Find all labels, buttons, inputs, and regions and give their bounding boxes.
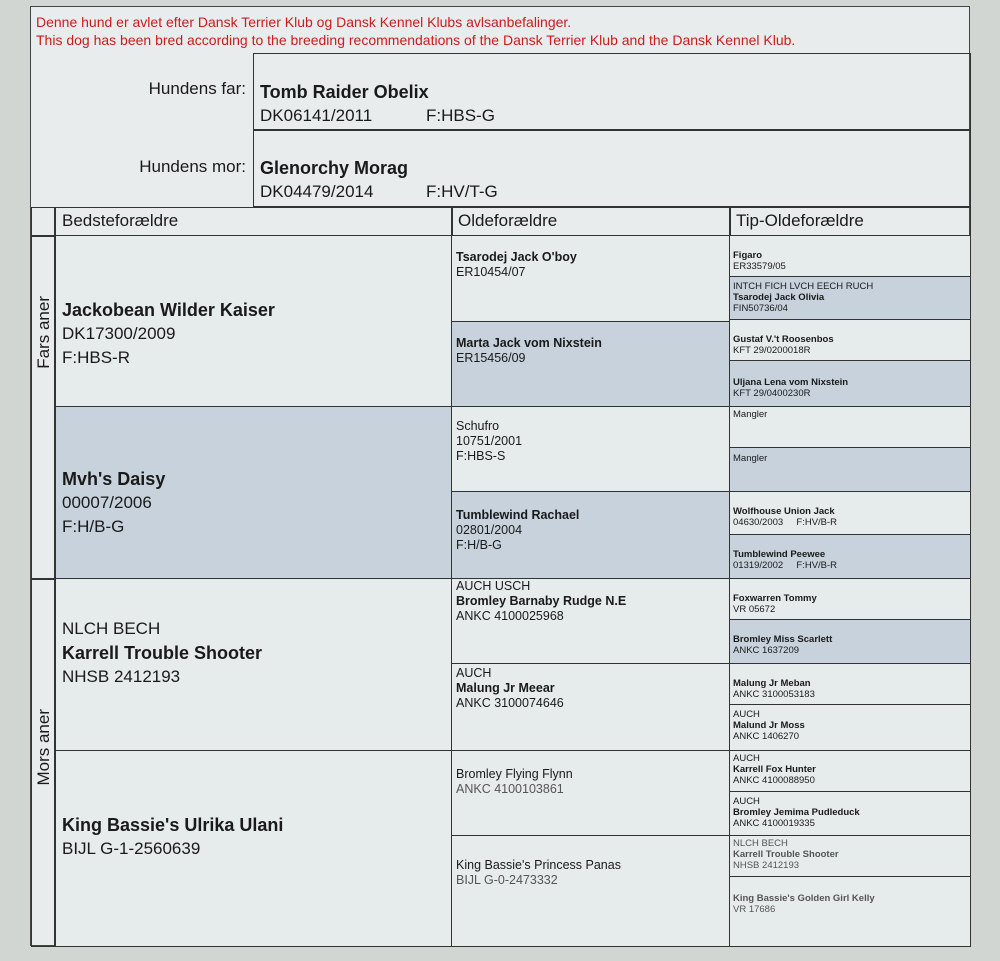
great-grandparent-reg: ANKC 4100025968 xyxy=(456,609,564,623)
great-great-grandparent-15: NLCH BECH Karrell Trouble Shooter NHSB 2412193 xyxy=(729,835,971,878)
sire-hd: F:HBS-G xyxy=(426,106,495,125)
great-grandparent-reg: ER15456/09 xyxy=(456,351,526,365)
grandparent-hd: F:HBS-R xyxy=(62,348,130,367)
great-great-grandparent-3: Gustaf V.'t Roosenbos KFT 29/0200018R xyxy=(729,319,971,362)
dam-reg: DK04479/2014 xyxy=(260,182,374,201)
header-great-grandparents: Oldeforældre xyxy=(451,207,731,237)
great-grandparent-name: Marta Jack vom Nixstein xyxy=(456,336,602,350)
grandparent-3 xyxy=(55,578,453,752)
great-grandparent-8 xyxy=(451,835,731,947)
great-grandparent-2 xyxy=(451,321,731,408)
great-grandparent-hd: F:H/B-G xyxy=(456,538,502,552)
grandparent-reg: NHSB 2412193 xyxy=(62,667,181,686)
great-great-grandparent-2: INTCH FICH LVCH EECH RUCH Tsarodej Jack Olivia FIN50736/04 xyxy=(729,276,971,321)
great-grandparent-6 xyxy=(451,663,731,752)
sire-box xyxy=(253,53,971,131)
great-grandparent-name: Malung Jr Meear xyxy=(456,681,555,695)
great-great-grandparent-1: Figaro ER33579/05 xyxy=(729,235,971,278)
great-grandparent-4 xyxy=(451,491,731,580)
grandparent-name: Jackobean Wilder Kaiser xyxy=(62,300,275,320)
great-grandparent-reg: ANKC 4100103861 xyxy=(456,782,564,796)
sire-name: Tomb Raider Obelix xyxy=(260,82,429,102)
great-grandparent-name: Schufro xyxy=(456,419,500,433)
notice-danish: Denne hund er avlet efter Dansk Terrier Klub og Dansk Kennel Klubs avlsanbefalinger. xyxy=(36,14,572,30)
great-grandparent-name: Tsarodej Jack O'boy xyxy=(456,250,577,264)
notice-english: This dog has been bred according to the breeding recommendations of the Dansk Terrier Klub and the Dansk Kennel Klub. xyxy=(36,32,796,48)
great-grandparent-title: AUCH xyxy=(456,666,492,680)
dam-hd: F:HV/T-G xyxy=(426,182,498,201)
dam-box xyxy=(253,129,971,207)
grandparent-2 xyxy=(55,406,453,580)
great-great-grandparent-7: Wolfhouse Union Jack 04630/2003 F:HV/B-R xyxy=(729,491,971,536)
grandparent-name: Mvh's Daisy xyxy=(62,469,166,489)
great-grandparent-name: Bromley Flying Flynn xyxy=(456,767,573,781)
great-grandparent-5 xyxy=(451,578,731,665)
grandparent-hd: F:H/B-G xyxy=(62,517,125,536)
great-grandparent-name: Tumblewind Rachael xyxy=(456,508,580,522)
pedigree-sheet xyxy=(30,6,970,946)
great-grandparent-name: King Bassie's Princess Panas xyxy=(456,858,621,872)
great-great-grandparent-6: Mangler xyxy=(729,447,971,493)
sire-side-label: Fars aner xyxy=(34,296,53,369)
great-great-grandparent-5: Mangler xyxy=(729,406,971,449)
breeding-notice xyxy=(36,13,795,49)
great-grandparent-reg: ER10454/07 xyxy=(456,265,526,279)
great-grandparent-title: AUCH USCH xyxy=(456,579,531,593)
header-corner xyxy=(31,207,55,237)
great-grandparent-name: Bromley Barnaby Rudge N.E xyxy=(456,594,627,608)
great-great-grandparent-12: AUCH Malund Jr Moss ANKC 1406270 xyxy=(729,704,971,752)
great-grandparent-hd: F:HBS-S xyxy=(456,449,506,463)
sire-side-column xyxy=(31,235,55,580)
sire-reg: DK06141/2011 xyxy=(260,106,373,125)
great-great-grandparent-13: AUCH Karrell Fox Hunter ANKC 4100088950 xyxy=(729,750,971,793)
great-great-grandparent-14: AUCH Bromley Jemima Pudleduck ANKC 4100019335 xyxy=(729,791,971,837)
dam-side-column xyxy=(31,578,55,947)
great-grandparent-reg: ANKC 3100074646 xyxy=(456,696,564,710)
grandparent-name: Karrell Trouble Shooter xyxy=(62,643,263,663)
great-grandparent-7 xyxy=(451,750,731,837)
grandparent-reg: BIJL G-1-2560639 xyxy=(62,839,201,858)
great-great-grandparent-11: Malung Jr Meban ANKC 3100053183 xyxy=(729,663,971,706)
dam-label: Hundens mor: xyxy=(139,157,246,176)
dam-name: Glenorchy Morag xyxy=(260,158,409,178)
grandparent-reg: DK17300/2009 xyxy=(62,324,176,343)
great-great-grandparent-16: King Bassie's Golden Girl Kelly VR 17686 xyxy=(729,876,971,947)
grandparent-title: NLCH BECH xyxy=(62,619,161,638)
great-great-grandparent-10: Bromley Miss Scarlett ANKC 1637209 xyxy=(729,619,971,665)
grandparent-name: King Bassie's Ulrika Ulani xyxy=(62,815,284,835)
grandparent-4 xyxy=(55,750,453,947)
sire-label: Hundens far: xyxy=(148,79,246,98)
great-grandparent-reg: 02801/2004 xyxy=(456,523,523,537)
grandparent-1 xyxy=(55,235,453,408)
grandparent-reg: 00007/2006 xyxy=(62,493,152,512)
great-great-grandparent-8: Tumblewind Peewee 01319/2002 F:HV/B-R xyxy=(729,534,971,580)
dam-side-label: Mors aner xyxy=(34,709,53,786)
great-grandparent-3 xyxy=(451,406,731,493)
great-great-grandparent-4: Uljana Lena vom Nixstein KFT 29/0400230R xyxy=(729,360,971,408)
great-grandparent-reg: BIJL G-0-2473332 xyxy=(456,873,558,887)
header-great-great-grandparents: Tip-Oldeforældre xyxy=(729,207,971,237)
great-great-grandparent-9: Foxwarren Tommy VR 05672 xyxy=(729,578,971,621)
great-grandparent-1 xyxy=(451,235,731,323)
great-grandparent-reg: 10751/2001 xyxy=(456,434,523,448)
header-grandparents: Bedsteforældre xyxy=(55,207,453,237)
